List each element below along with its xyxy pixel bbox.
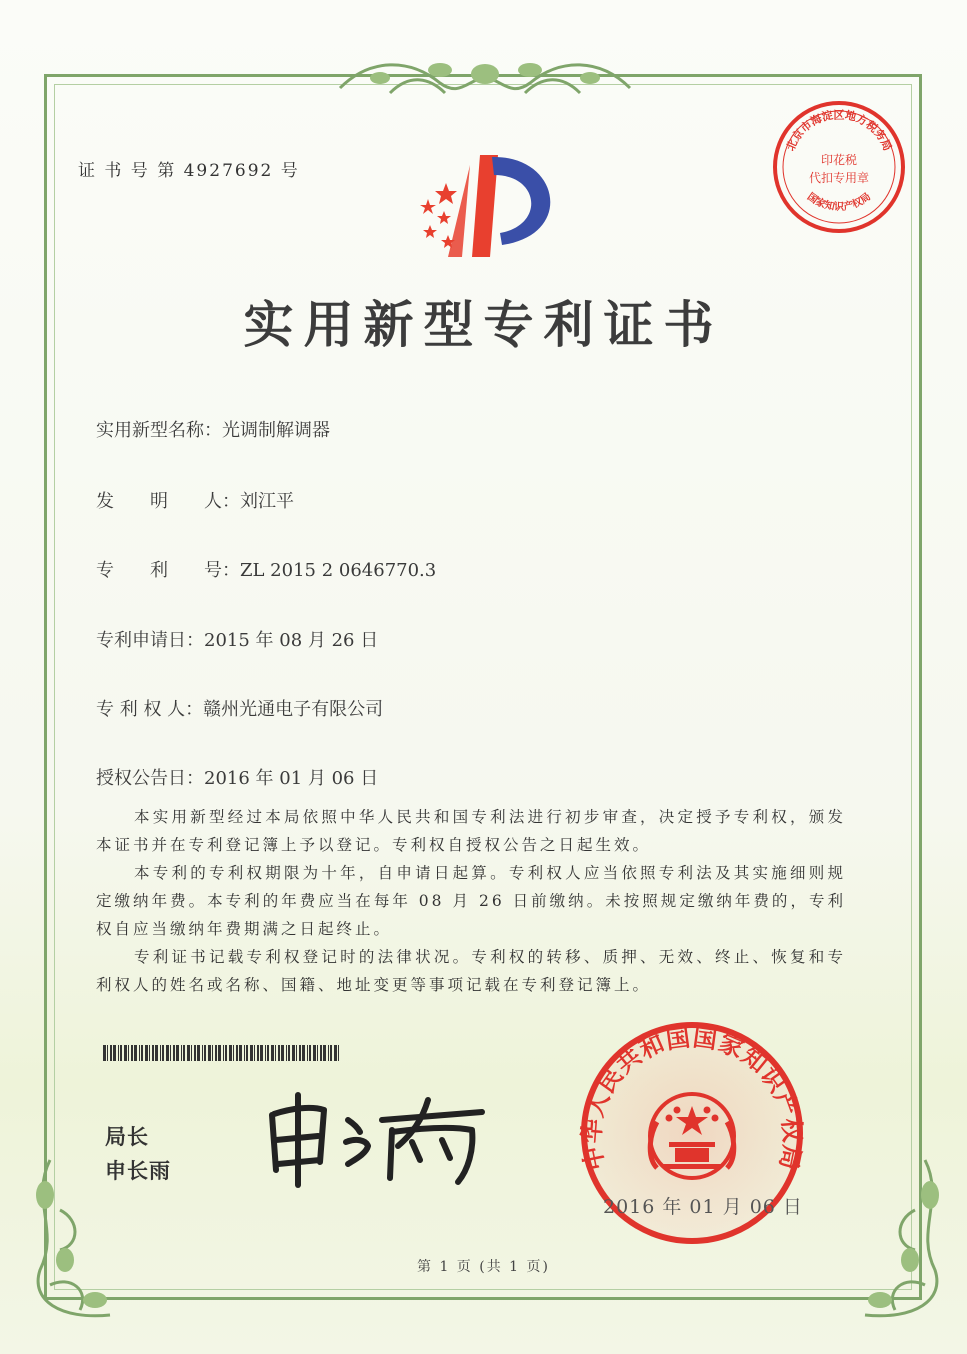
barcode-bar: [271, 1045, 274, 1061]
barcode: [103, 1045, 343, 1061]
barcode-bar: [134, 1045, 137, 1061]
inventor-value: 刘江平: [240, 491, 294, 512]
barcode-bar: [286, 1045, 287, 1061]
body-paragraph-2: 本专利的专利权期限为十年，自申请日起算。专利权人应当依照专利法及其实施细则规定缴纳年费。本专利的年费应当在每年 08 月 26 日前缴纳。未按照规定缴纳年费的，专利权自应当缴纳年费期满之日起终止。: [96, 864, 846, 938]
barcode-bar: [103, 1045, 106, 1061]
barcode-bar: [166, 1045, 169, 1061]
barcode-bar: [299, 1045, 301, 1061]
page-footer: 第 1 页 (共 1 页): [417, 1259, 550, 1275]
tax-seal-bottom-text: 国家知识产权局: [804, 191, 874, 214]
barcode-bar: [202, 1045, 203, 1061]
barcode-bar: [302, 1045, 305, 1061]
barcode-bar: [246, 1045, 248, 1061]
certificate-body: [96, 803, 846, 999]
barcode-bar: [317, 1045, 318, 1061]
barcode-bar: [173, 1045, 175, 1061]
barcode-bar: [110, 1045, 112, 1061]
barcode-bar: [113, 1045, 116, 1061]
barcode-bar: [323, 1045, 326, 1061]
bottom-right-ornament: [845, 1150, 955, 1330]
barcode-bar: [338, 1045, 339, 1061]
patent-office-logo: [410, 145, 570, 265]
barcode-bar: [229, 1045, 232, 1061]
barcode-bar: [170, 1045, 171, 1061]
barcode-bar: [176, 1045, 179, 1061]
barcode-bar: [181, 1045, 182, 1061]
barcode-bar: [313, 1045, 316, 1061]
barcode-bar: [236, 1045, 238, 1061]
field-grant-date: [96, 764, 378, 790]
barcode-bar: [265, 1045, 266, 1061]
barcode-bar: [215, 1045, 217, 1061]
barcode-bar: [194, 1045, 196, 1061]
barcode-bar: [292, 1045, 295, 1061]
tax-stamp-seal: [770, 98, 908, 236]
tax-seal-center-line1: 印花税: [820, 153, 858, 167]
barcode-bar: [204, 1045, 206, 1061]
barcode-bar: [212, 1045, 213, 1061]
barcode-bar: [139, 1045, 140, 1061]
barcode-bar: [183, 1045, 185, 1061]
tax-seal-center-line2: 代扣专用章: [808, 171, 870, 185]
barcode-bar: [267, 1045, 269, 1061]
director-name: 申长雨: [105, 1159, 171, 1183]
field-patent-number: [96, 556, 436, 582]
barcode-bar: [257, 1045, 259, 1061]
barcode-bar: [307, 1045, 308, 1061]
barcode-bar: [288, 1045, 290, 1061]
body-paragraph-3: 专利证书记载专利权登记时的法律状况。专利权的转移、质押、无效、终止、恢复和专利权人的姓名或名称、国籍、地址变更等事项记载在专利登记簿上。: [96, 948, 846, 994]
barcode-bar: [128, 1045, 129, 1061]
barcode-bar: [107, 1045, 108, 1061]
barcode-bar: [152, 1045, 154, 1061]
barcode-bar: [260, 1045, 263, 1061]
barcode-bar: [225, 1045, 227, 1061]
barcode-bar: [131, 1045, 133, 1061]
inventor-label: 发 明 人：: [96, 491, 240, 512]
patent-number-value: ZL 2015 2 0646770.3: [240, 560, 437, 581]
barcode-bar: [250, 1045, 253, 1061]
svg-text:国家知识产权局: [805, 190, 873, 213]
barcode-bar: [233, 1045, 234, 1061]
barcode-bar: [218, 1045, 221, 1061]
barcode-bar: [223, 1045, 224, 1061]
barcode-bar: [320, 1045, 322, 1061]
barcode-bar: [309, 1045, 311, 1061]
field-utility-name: [96, 416, 330, 442]
barcode-bar: [141, 1045, 143, 1061]
patentee-value: 赣州光通电子有限公司: [203, 699, 384, 720]
body-paragraph-1: 本实用新型经过本局依照中华人民共和国专利法进行初步审查，决定授予专利权，颁发本证书并在专利登记簿上予以登记。专利权自授权公告之日起生效。: [96, 808, 846, 854]
barcode-bar: [296, 1045, 297, 1061]
seal-date: 2016 年 01 月 06 日: [603, 1196, 803, 1218]
barcode-bar: [281, 1045, 284, 1061]
director-title: 局长: [105, 1125, 149, 1149]
barcode-bar: [155, 1045, 158, 1061]
field-application-date: [96, 626, 378, 652]
barcode-bar: [239, 1045, 242, 1061]
barcode-bar: [254, 1045, 255, 1061]
barcode-bar: [118, 1045, 119, 1061]
tax-seal-outer-text: 北京市海淀区地方税务局: [783, 108, 895, 153]
utility-name-value: 光调制解调器: [222, 420, 330, 441]
field-inventor: [96, 487, 294, 513]
certificate-title: 实用新型专利证书: [243, 296, 724, 354]
cnipa-seal-text: 中华人民共和国国家知识产权局: [577, 1023, 807, 1173]
patentee-label: 专 利 权 人：: [96, 699, 204, 720]
barcode-bar: [278, 1045, 280, 1061]
application-date-value: 2015 年 08 月 26 日: [204, 630, 379, 651]
grant-date-label: 授权公告日：: [96, 768, 204, 789]
barcode-bar: [149, 1045, 150, 1061]
barcode-bar: [120, 1045, 122, 1061]
barcode-bar: [330, 1045, 332, 1061]
barcode-bar: [191, 1045, 192, 1061]
barcode-bar: [244, 1045, 245, 1061]
top-ornament: [330, 48, 640, 108]
barcode-bar: [145, 1045, 148, 1061]
director-signature: [262, 1090, 492, 1190]
barcode-bar: [208, 1045, 211, 1061]
utility-name-label: 实用新型名称：: [96, 420, 222, 441]
barcode-bar: [160, 1045, 161, 1061]
grant-date-value: 2016 年 01 月 06 日: [204, 768, 379, 789]
certificate-number: 证 书 号 第 4927692 号: [78, 161, 300, 181]
barcode-bar: [124, 1045, 127, 1061]
barcode-bar: [275, 1045, 276, 1061]
barcode-bar: [328, 1045, 329, 1061]
field-patentee: [96, 695, 383, 721]
barcode-bar: [334, 1045, 337, 1061]
barcode-bar: [197, 1045, 200, 1061]
application-date-label: 专利申请日：: [96, 630, 204, 651]
patent-number-label: 专 利 号：: [96, 560, 240, 581]
barcode-bar: [187, 1045, 190, 1061]
barcode-bar: [162, 1045, 164, 1061]
